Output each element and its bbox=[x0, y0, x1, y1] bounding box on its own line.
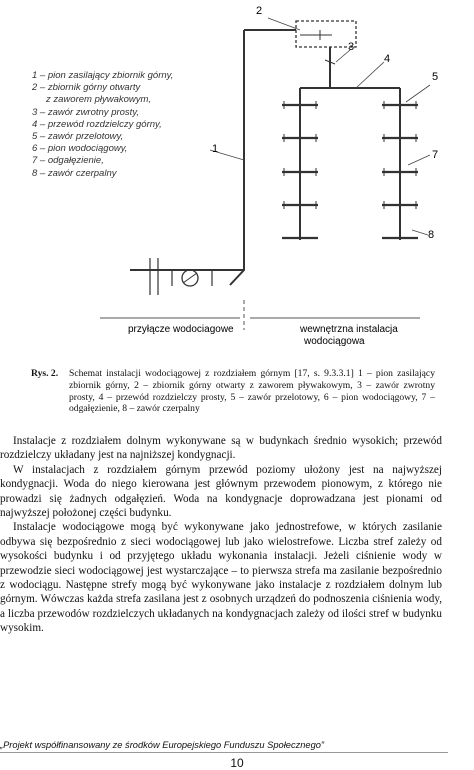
internal-installation-label-1: wewnętrzna instalacja bbox=[300, 324, 398, 335]
body-text bbox=[0, 434, 442, 636]
footer-divider bbox=[0, 752, 448, 753]
paragraph: Instalacje z rozdziałem dolnym wykonywane są w budynkach średnio wysokich; przewód rozdzielczy układany jest na najniższej kondygnacji. bbox=[0, 435, 442, 462]
water-installation-diagram bbox=[0, 0, 474, 352]
legend-item: 4 – przewód rozdzielczy górny, bbox=[32, 118, 162, 130]
page-number: 10 bbox=[230, 756, 244, 770]
legend-item: 3 – zawór zwrotny prosty, bbox=[32, 106, 140, 118]
roof-tank bbox=[296, 21, 356, 47]
caption-label: Rys. 2. bbox=[31, 368, 59, 379]
legend-item: 8 – zawór czerpalny bbox=[32, 167, 117, 179]
diagram-legend bbox=[32, 70, 222, 180]
diagram-number-2: 2 bbox=[256, 5, 263, 17]
branch-taps bbox=[284, 101, 416, 209]
legend-item: 2 – zbiornik górny otwarty bbox=[32, 82, 141, 94]
diagram-number-7: 7 bbox=[432, 149, 439, 161]
legend-item: 6 – pion wodociągowy, bbox=[32, 143, 128, 155]
supply-riser-pipe bbox=[230, 30, 244, 285]
legend-item: z zaworem pływakowym, bbox=[46, 94, 152, 106]
diagram-number-3: 3 bbox=[348, 41, 355, 53]
paragraph: Instalacje wodociągowe mogą być wykonywane jako jednostrefowe, w których zasilanie odbywa się bezpośrednio z sieci wodociągowej lub jako wielostrefowe. Liczba stref zależy od wysokości budynku i od przyjętego układu wykonania instalacji. Jeżeli ciśnienie wody w przewodzie sieci wodociągowej jest wystarczające – to pierwsza strefa ma zasilanie bezpośrednio z wodociągu. Następne strefy mogą być wykonywane jako instalacje z rozdziałem dolnym lub górnym. Wówczas każda strefa zasilana jest z osobnych urządzeń do podnoszenia ciśnienia wody, a liczba przewodów rozdzielczych układanych na kondygnacjach zależy od ilości stref w budynku wysokim. bbox=[0, 521, 442, 635]
footer-text: „Projekt współfinansowany ze środków Europejskiego Funduszu Społecznego” bbox=[0, 740, 325, 750]
legend-item: 5 – zawór przelotowy, bbox=[32, 131, 124, 143]
diagram-number-4: 4 bbox=[384, 53, 391, 65]
legend-item: 1 – pion zasilający zbiornik górny, bbox=[32, 70, 174, 81]
internal-installation-label-2: wodociągowa bbox=[304, 336, 365, 347]
caption-text: Schemat instalacji wodociągowej z rozdziałem górnym [17, s. 9.3.3.1] 1 – pion zasilający zbiornik górny, 2 – zbiornik górny otwarty z zaworem pływakowym, 3 – zawór zwrotny prosty, 4 – przewód rozdzielczy prosty, 5 – zawór przelotowy, 6 – pion wodociągowy, 7 – odgałęzienie, 8 – zawór czerpalny bbox=[69, 368, 435, 415]
paragraph: W instalacjach z rozdziałem górnym przewód poziomy ułożony jest na najwyższej kondygnacji. Woda do niego kierowana jest głównym przewodem pionowym, z którego nie prowadzi się żadnych odgałęzień. Woda na kondygnacje doprowadzana jest pionami od najwyższej położonej części budynku. bbox=[0, 463, 442, 520]
service-connection-label: przyłącze wodociagowe bbox=[128, 324, 234, 335]
diagram-number-8: 8 bbox=[428, 229, 435, 241]
legend-item: 7 – odgałęzienie, bbox=[32, 155, 104, 167]
figure-caption bbox=[31, 368, 435, 415]
diagram-number-5: 5 bbox=[432, 71, 439, 83]
diagram-number-1: 1 bbox=[212, 143, 219, 155]
